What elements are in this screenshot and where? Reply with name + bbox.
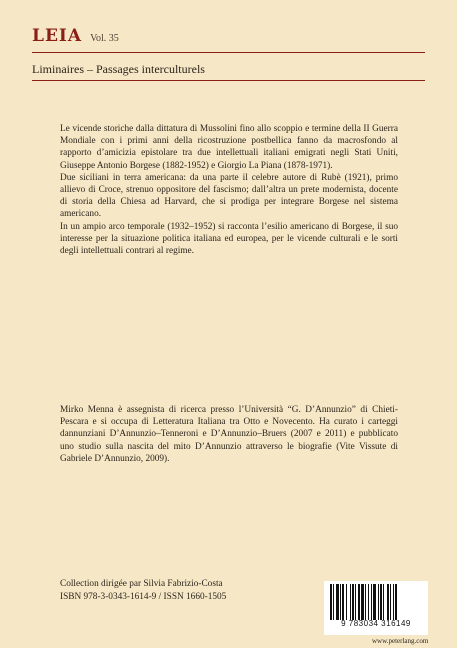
header [32, 26, 119, 46]
barcode-digits: 9 783034 316149 [341, 619, 411, 628]
barcode-bar [346, 584, 347, 620]
series-rule [32, 80, 425, 81]
barcode-bar [387, 584, 389, 620]
blurb-text [60, 123, 398, 257]
blurb-paragraph: Le vicende storiche dalla dittatura di Mussolini fino allo scoppio e termine della II Guerra Mondiale con i primi anni della ricostruzione postbellica fanno da macrosfondo al rapporto d’amicizia epistolare tra due intellettuali italiani emigrati negli Stati Uniti, Giuseppe Antonio Borgese (1882-1952) e Giorgio La Piana (1878-1971). [60, 124, 398, 171]
author-bio-text: Mirko Menna è assegnista di ricerca presso l’Università “G. D’Annunzio” di Chieti-Pescara e si occupa di Letteratura Italiana tra Otto e Novecento. Ha curato i carteggi dannunziani D’Annunzio–Tenneroni e D’Annunzio–Bruers (2007 e 2011) e pubblicato uno studio sulla nascita del mito D’Annunzio attraverso le biografie (Vite Vissute di Gabriele D’Annunzio, 2009). [60, 405, 398, 464]
barcode-bar [378, 584, 379, 620]
barcode-bar [355, 584, 356, 620]
publisher-url: www.peterlang.com [372, 637, 429, 645]
barcode-bar [350, 584, 351, 620]
isbn-barcode [324, 581, 428, 635]
isbn-line: ISBN 978-3-0343-1614-9 / ISSN 1660-1505 [60, 591, 227, 602]
barcode-bar [393, 584, 394, 620]
barcode-bar [333, 584, 334, 620]
barcode-bar [340, 584, 341, 620]
barcode-bar [330, 584, 332, 620]
barcode-bars [330, 584, 422, 620]
blurb-paragraph: In un ampio arco temporale (1932–1952) si racconta l’esilio americano di Borgese, il suo interesse per la situazione politica italiana ed europea, per le vicende culturali e le sorti degli intellettuali contrari al regime. [60, 221, 398, 257]
barcode-bar [365, 584, 366, 620]
barcode-bar [395, 584, 397, 620]
collection-info [60, 578, 290, 603]
author-bio [60, 404, 398, 465]
barcode-bar [371, 584, 372, 620]
barcode-bar [361, 584, 364, 620]
barcode-bar [336, 584, 339, 620]
blurb-paragraph: Due siciliani in terra americana: da una parte il celebre autore di Rubè (1921), primo allievo di Croce, strenuo oppositore del fascismo; dall’altra un prete modernista, docente di storia della Chiesa ad Harvard, che si prodiga per integrare Borgese nel sistema americano. [60, 172, 398, 220]
barcode-bar [373, 584, 376, 620]
volume-number: Vol. 35 [90, 33, 119, 44]
barcode-bar [368, 584, 369, 620]
barcode-bar [342, 584, 344, 620]
series-title: Liminaires – Passages interculturels [32, 62, 205, 76]
barcode-bar [390, 584, 391, 620]
barcode-bar [352, 584, 354, 620]
collection-director: Collection dirigée par Silvia Fabrizio-Costa [60, 579, 223, 589]
top-rule [32, 52, 425, 53]
series-logo: LEIA [32, 26, 83, 46]
barcode-bar [383, 584, 384, 620]
barcode-bar [380, 584, 382, 620]
barcode-bar [358, 584, 360, 620]
